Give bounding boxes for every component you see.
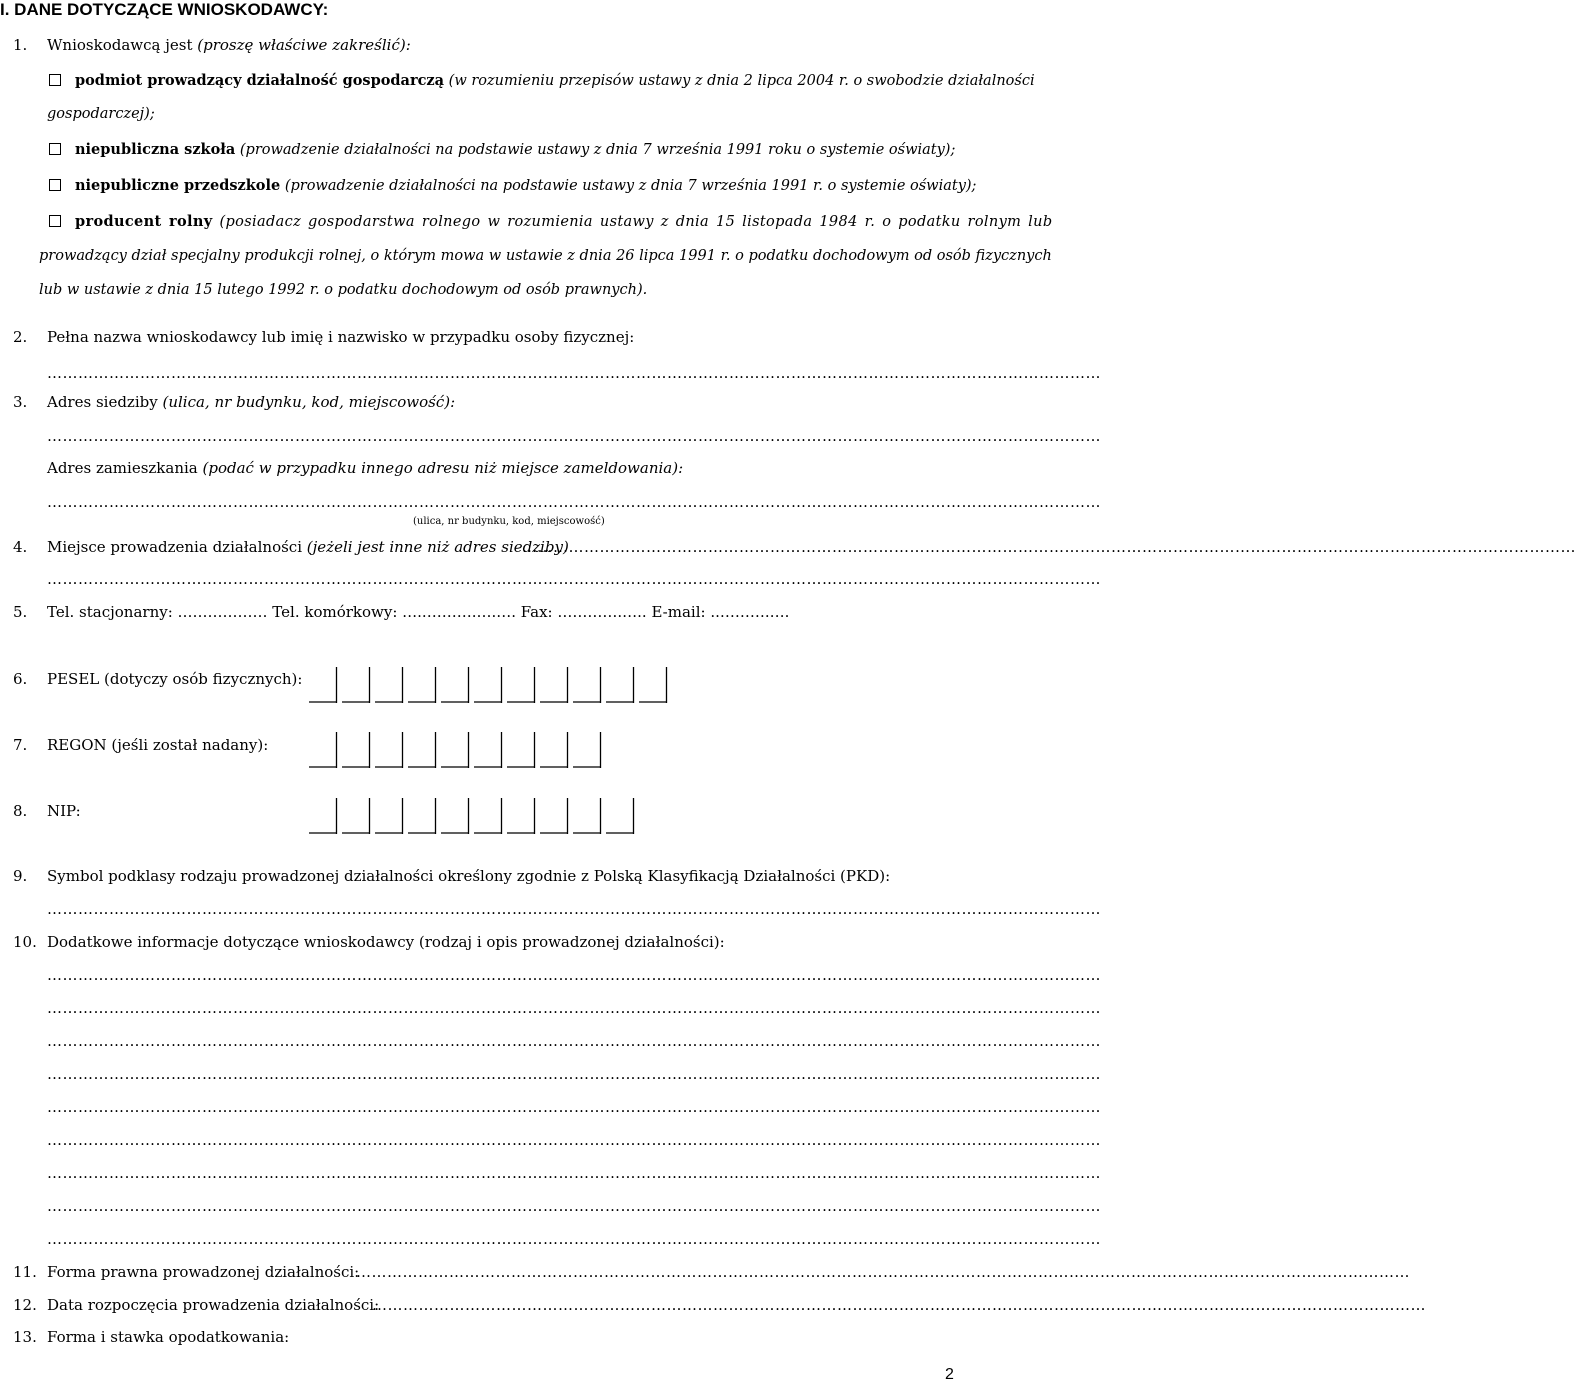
option-school-detail: (prowadzenie działalności na podstawie ustawy z dnia 7 września 1991 roku o systemie oświaty); <box>239 142 956 158</box>
digit-box[interactable] <box>473 667 503 703</box>
q13-label: Forma i stawka opodatkowania: <box>47 1328 290 1346</box>
q3-caption: (ulica, nr budynku, kod, miejscowość) <box>413 516 605 527</box>
option-farmer-bold: producent rolny <box>75 213 213 230</box>
digit-box[interactable] <box>539 732 569 768</box>
regon-boxes[interactable] <box>308 732 608 770</box>
q3-residence-label: Adres zamieszkania <box>47 459 198 477</box>
q10-line-2[interactable]: …………………………………………………………………………………………………………………………………………………………………………………… <box>47 999 1101 1017</box>
q2-label: Pełna nazwa wnioskodawcy lub imię i nazwisko w przypadku osoby fizycznej: <box>47 328 635 346</box>
q1-label: Wnioskodawcą jest <box>47 36 193 54</box>
q12-number: 12. <box>13 1296 37 1314</box>
option-farmer-cont2: lub w ustawie z dnia 15 lutego 1992 r. o podatku dochodowym od osób prawnych). <box>39 282 648 298</box>
option-school <box>75 141 955 158</box>
digit-box[interactable] <box>407 732 437 768</box>
q2-number: 2. <box>13 328 28 346</box>
option-preschool <box>75 177 976 194</box>
section-title: I. DANE DOTYCZĄCE WNIOSKODAWCY: <box>0 0 329 19</box>
q6-number: 6. <box>13 670 28 688</box>
q4-answer-line-1[interactable]: …………………………………………………………………………………………………………………………………………………………………………………… <box>522 538 1576 556</box>
option-business <box>75 72 1035 89</box>
digit-box[interactable] <box>440 667 470 703</box>
digit-box[interactable] <box>638 667 668 703</box>
q13-number: 13. <box>13 1328 37 1346</box>
q4-number: 4. <box>13 538 28 556</box>
option-business-cont: gospodarczej); <box>47 106 155 122</box>
q4-answer-line-2[interactable]: …………………………………………………………………………………………………………………………………………………………………………………… <box>47 570 1101 588</box>
digit-box[interactable] <box>440 798 470 834</box>
q4-hint: (jeżeli jest inne niż adres siedziby) <box>306 538 569 556</box>
digit-box[interactable] <box>473 732 503 768</box>
q3-question <box>47 393 455 411</box>
q10-line-5[interactable]: …………………………………………………………………………………………………………………………………………………………………………………… <box>47 1098 1101 1116</box>
digit-box[interactable] <box>374 667 404 703</box>
q10-line-9[interactable]: …………………………………………………………………………………………………………………………………………………………………………………… <box>47 1230 1101 1248</box>
q3-number: 3. <box>13 393 28 411</box>
q10-line-3[interactable]: …………………………………………………………………………………………………………………………………………………………………………………… <box>47 1032 1101 1050</box>
option-business-detail: (w rozumieniu przepisów ustawy z dnia 2 lipca 2004 r. o swobodzie działalności <box>448 73 1035 89</box>
digit-box[interactable] <box>341 798 371 834</box>
nip-boxes[interactable] <box>308 798 638 836</box>
q4-label: Miejsce prowadzenia działalności <box>47 538 302 556</box>
checkbox-farmer[interactable] <box>49 215 61 227</box>
q3-residence-hint: (podać w przypadku innego adresu niż miejsce zameldowania): <box>202 459 684 477</box>
q1-question <box>47 36 411 54</box>
option-farmer <box>75 213 1053 230</box>
q8-number: 8. <box>13 802 28 820</box>
digit-box[interactable] <box>308 667 338 703</box>
digit-box[interactable] <box>374 798 404 834</box>
digit-box[interactable] <box>308 732 338 768</box>
q9-answer-line[interactable]: …………………………………………………………………………………………………………………………………………………………………………………… <box>47 900 1101 918</box>
digit-box[interactable] <box>539 798 569 834</box>
digit-box[interactable] <box>605 667 635 703</box>
digit-box[interactable] <box>506 667 536 703</box>
q10-line-7[interactable]: …………………………………………………………………………………………………………………………………………………………………………………… <box>47 1164 1101 1182</box>
digit-box[interactable] <box>341 667 371 703</box>
option-farmer-cont: prowadzący dział specjalny produkcji rolnej, o którym mowa w ustawie z dnia 26 lipca 1991 r. o podatku dochodowym od osób fizycznych <box>39 248 1052 264</box>
option-preschool-detail: (prowadzenie działalności na podstawie ustawy z dnia 7 września 1991 r. o systemie oświaty); <box>284 178 977 194</box>
q11-label: Forma prawna prowadzonej działalności: <box>47 1263 360 1281</box>
q5-number: 5. <box>13 603 28 621</box>
q1-number: 1. <box>13 36 28 54</box>
q11-number: 11. <box>13 1263 37 1281</box>
digit-box[interactable] <box>308 798 338 834</box>
q10-line-8[interactable]: …………………………………………………………………………………………………………………………………………………………………………………… <box>47 1197 1101 1215</box>
q9-label: Symbol podklasy rodzaju prowadzonej działalności określony zgodnie z Polską Klasyfikacją Działalności (PKD): <box>47 867 891 885</box>
q7-label: REGON (jeśli został nadany): <box>47 736 269 754</box>
q10-line-4[interactable]: …………………………………………………………………………………………………………………………………………………………………………………… <box>47 1065 1101 1083</box>
checkbox-school[interactable] <box>49 143 61 155</box>
digit-box[interactable] <box>572 732 602 768</box>
digit-box[interactable] <box>407 798 437 834</box>
digit-box[interactable] <box>605 798 635 834</box>
q4-question <box>47 538 569 556</box>
q5-contact-line[interactable]: Tel. stacjonarny: ……………… Tel. komórkowy: …..……….….…. Fax: ………….….. E-mail: ..……….…. <box>47 603 790 621</box>
q8-label: NIP: <box>47 802 81 820</box>
q3-label: Adres siedziby <box>47 393 158 411</box>
checkbox-business[interactable] <box>49 74 61 86</box>
option-farmer-detail: (posiadacz gospodarstwa rolnego w rozumienia ustawy z dnia 15 listopada 1984 r. o podatku rolnym lub <box>219 214 1053 230</box>
q10-line-6[interactable]: …………………………………………………………………………………………………………………………………………………………………………………… <box>47 1131 1101 1149</box>
digit-box[interactable] <box>572 798 602 834</box>
digit-box[interactable] <box>440 732 470 768</box>
q9-number: 9. <box>13 867 28 885</box>
q12-answer-line[interactable]: …………………………………………………………………………………………………………………………………………………………………………………… <box>372 1296 1426 1314</box>
q3-address-line[interactable]: …………………………………………………………………………………………………………………………………………………………………………………… <box>47 427 1101 445</box>
q1-hint: (proszę właściwe zakreślić): <box>197 36 411 54</box>
q12-label: Data rozpoczęcia prowadzenia działalności: <box>47 1296 380 1314</box>
digit-box[interactable] <box>506 732 536 768</box>
q3-hint: (ulica, nr budynku, kod, miejscowość): <box>162 393 456 411</box>
q2-answer-line[interactable]: …………………………………………………………………………………………………………………………………………………………………………………… <box>47 364 1101 382</box>
checkbox-preschool[interactable] <box>49 179 61 191</box>
option-business-bold: podmiot prowadzący działalność gospodarczą <box>75 72 445 89</box>
q11-answer-line[interactable]: …………………………………………………………………………………………………………………………………………………………………………………… <box>356 1263 1410 1281</box>
q10-label: Dodatkowe informacje dotyczące wnioskodawcy (rodzaj i opis prowadzonej działalności): <box>47 933 725 951</box>
pesel-boxes[interactable] <box>308 667 678 705</box>
q3-residence <box>47 459 683 477</box>
option-school-bold: niepubliczna szkoła <box>75 141 236 158</box>
digit-box[interactable] <box>572 667 602 703</box>
q10-line-1[interactable]: …………………………………………………………………………………………………………………………………………………………………………………… <box>47 966 1101 984</box>
option-preschool-bold: niepubliczne przedszkole <box>75 177 281 194</box>
digit-box[interactable] <box>374 732 404 768</box>
digit-box[interactable] <box>341 732 371 768</box>
digit-box[interactable] <box>539 667 569 703</box>
page-number: 2 <box>945 1366 954 1383</box>
q7-number: 7. <box>13 736 28 754</box>
digit-box[interactable] <box>407 667 437 703</box>
q3-residence-line[interactable]: …………………………………………………………………………………………………………………………………………………………………………………… <box>47 493 1101 511</box>
q6-label: PESEL (dotyczy osób fizycznych): <box>47 670 303 688</box>
q10-number: 10. <box>13 933 37 951</box>
digit-box[interactable] <box>473 798 503 834</box>
digit-box[interactable] <box>506 798 536 834</box>
